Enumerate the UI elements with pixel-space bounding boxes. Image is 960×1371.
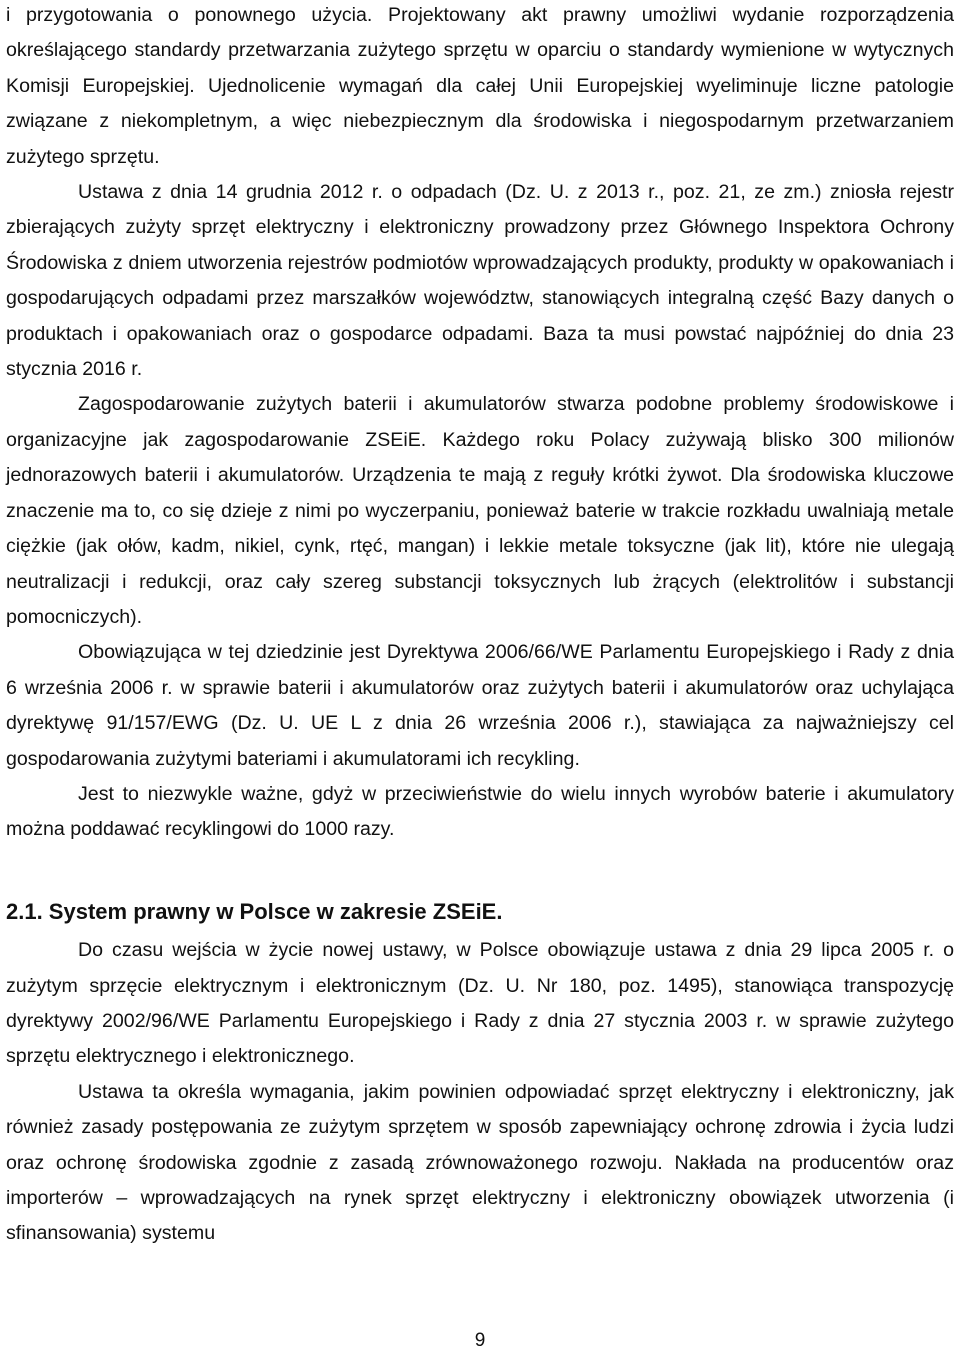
document-page [6,0,954,1252]
paragraph-act-2005: Do czasu wejścia w życie nowej ustawy, w Polsce obowiązuje ustawa z dnia 29 lipca 2005 r. o zużytym sprzęcie elektrycznym i elektronicznym (Dz. U. Nr 180, poz. 1495), stanowiąca transpozycję dyrektywy 2002/96/WE Parlamentu Europejskiego i Rady z dnia 27 stycznia 2003 r. w sprawie zużytego sprzętu elektrycznego i elektronicznego. [6,939,954,1068]
paragraph-battery-directive: Obowiązująca w tej dziedzinie jest Dyrektywa 2006/66/WE Parlamentu Europejskiego i Rady z dnia 6 września 2006 r. w sprawie baterii i akumulatorów oraz zużytych baterii i akumulatorów oraz uchylająca dyrektywę 91/157/EWG (Dz. U. UE L z dnia 26 września 2006 r.), stawiająca za najważniejszy cel gospodarowania zużytymi bateriami i akumulatorami ich recykling. [6,641,954,770]
page-number: 9 [474,1330,486,1351]
paragraph-waste-act-register: Ustawa z dnia 14 grudnia 2012 r. o odpadach (Dz. U. z 2013 r., poz. 21, ze zm.) zniosła rejestr zbierających zużyty sprzęt elektryczny i elektroniczny prowadzony przez Głównego Inspektora Ochrony Środowiska z dniem utworzenia rejestrów podmiotów wprowadzających produkty, produkty w opakowaniach i gospodarujących odpadami przez marszałków województw, stanowiących integralną część Bazy danych o produktach i opakowaniach oraz o gospodarce odpadami. Baza ta musi powstać najpóźniej do dnia 23 stycznia 2016 r. [6,181,954,381]
paragraph-recycling-1000: Jest to niezwykle ważne, gdyż w przeciwieństwie do wielu innych wyrobów baterie i akumulatory można poddawać recyklingowi do 1000 razy. [6,782,954,841]
paragraph-recycling-reuse: i przygotowania o ponownego użycia. Projektowany akt prawny umożliwi wydanie rozporządzenia określającego standardy przetwarzania zużytego sprzętu w oparciu o standardy wymienione w wytycznych Komisji Europejskiej. Ujednolicenie wymagań dla całej Unii Europejskiej wyeliminuje liczne patologie związane z niekompletnym, a więc niebezpiecznym dla środowiska i niegospodarnym przetwarzaniem zużytego sprzętu. [6,4,954,168]
paragraph-act-requirements: Ustawa ta określa wymagania, jakim powinien odpowiadać sprzęt elektryczny i elektroniczny, jak również zasady postępowania ze zużytym sprzętem w sposób zapewniający ochronę zdrowia i życia ludzi oraz ochronę środowiska zgodnie z zasadą zrównoważonego rozwoju. Nakłada na producentów oraz importerów – wprowadzających na rynek sprzęt elektryczny i elektroniczny obowiązek utworzenia (i sfinansowania) systemu [6,1080,954,1245]
section-heading: 2.1. System prawny w Polsce w zakresie ZSEiE. [6,898,503,924]
paragraph-batteries-problems: Zagospodarowanie zużytych baterii i akumulatorów stwarza podobne problemy środowiskowe i organizacyjne jak zagospodarowanie ZSEiE. Każdego roku Polacy zużywają blisko 300 milionów jednorazowych baterii i akumulatorów. Urządzenia te mają z reguły krótki żywot. Dla środowiska kluczowe znaczenie ma to, co się dzieje z nimi po wyczerpaniu, ponieważ baterie w trakcie rozkładu uwalniają metale ciężkie (jak ołów, kadm, nikiel, cynk, rtęć, mangan) i lekkie metale toksyczne (jak lit), które nie ulegają neutralizacji i redukcji, oraz cały szereg substancji toksycznych lub żrących (elektrolitów i substancji pomocniczych). [6,393,954,628]
